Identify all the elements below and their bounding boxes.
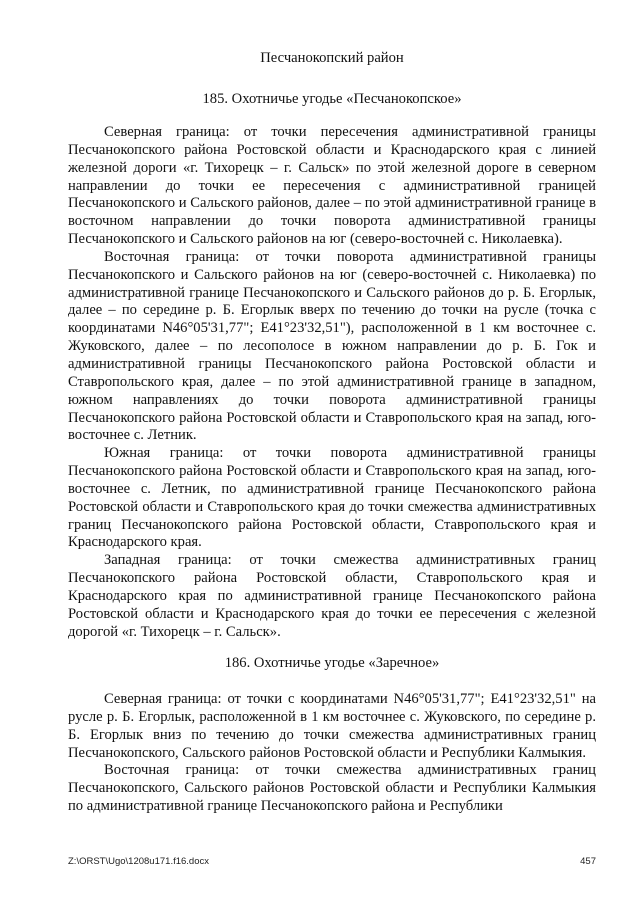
- section-body-186: [68, 691, 596, 816]
- footer-file-path: Z:\ORST\Ugo\1208u171.f16.docx: [68, 856, 209, 867]
- section-title-186: 186. Охотничье угодье «Заречное»: [224, 655, 440, 671]
- section-title-185: 185. Охотничье угодье «Песчанокопское»: [202, 91, 462, 107]
- southern-border-paragraph: Южная граница: от точки поворота административной границы Песчанокопского района Ростовской области и Ставропольского края на запад, юго-восточнее с. Летник, по административной границе Песчанокопского района Ростовской области и Ставропольского края до точки смежества административных границ Песчанокопского района Ростовской области, Ставропольского края и Краснодарского края.: [68, 445, 596, 551]
- northern-border-paragraph: Северная граница: от точки пересечения административной границы Песчанокопского района Ростовской области и Краснодарского края с линией железной дороги «г. Тихорецк – г. Сальск» по этой железной дороге в северном направлении до точки ее пересечения с административной границей Песчанокопского и Сальского районов, далее – по этой административной границе в восточном направлении до точки поворота административной границы Песчанокопского и Сальского районов на юг (северо-восточней с. Николаевка).: [68, 124, 596, 248]
- northern-border-paragraph: Северная граница: от точки с координатами N46°05'31,77"; E41°23'32,51" на русле р. Б. Егорлык, расположенной в 1 км восточнее с. Жуковского, по середине р. Б. Егорлык вниз по течению до точки смежества административных границ Песчанокопского, Сальского районов Ростовской области и Республики Калмыкия.: [68, 691, 596, 761]
- region-title: Песчанокопский район: [260, 50, 404, 66]
- eastern-border-paragraph: Восточная граница: от точки смежества административных границ Песчанокопского, Сальского районов Ростовской области и Республики Калмыкия по административной границе Песчанокопского района и Республики: [68, 762, 596, 815]
- footer-page-number: 457: [580, 856, 596, 867]
- western-border-paragraph: Западная граница: от точки смежества административных границ Песчанокопского района Ростовской области, Ставропольского края и Краснодарского края по административной границе Песчанокопского района Ростовской области и Краснодарского края до точки ее пересечения с железной дорогой «г. Тихорецк – г. Сальск».: [68, 552, 596, 640]
- eastern-border-paragraph: Восточная граница: от точки поворота административной границы Песчанокопского и Сальского районов на юг (северо-восточней с. Николаевка) по административной границе Песчанокопского и Сальского районов до р. Б. Егорлык, далее – по середине р. Б. Егорлык вверх по течению до точки на русле (точка с координатами N46°05'31,77"; E41°23'32,51"), расположенной в 1 км восточнее с. Жуковского, далее – по лесополосе в южном направлении до р. Б. Гок и административной границы Песчанокопского района Ростовской области и Ставропольского края, далее – по этой административной границе в западном, южном направлениях до точки поворота административной границы Песчанокопского района Ростовской области и Ставропольского края на запад, юго-восточнее с. Летник.: [68, 248, 596, 444]
- section-body-185: [68, 124, 596, 641]
